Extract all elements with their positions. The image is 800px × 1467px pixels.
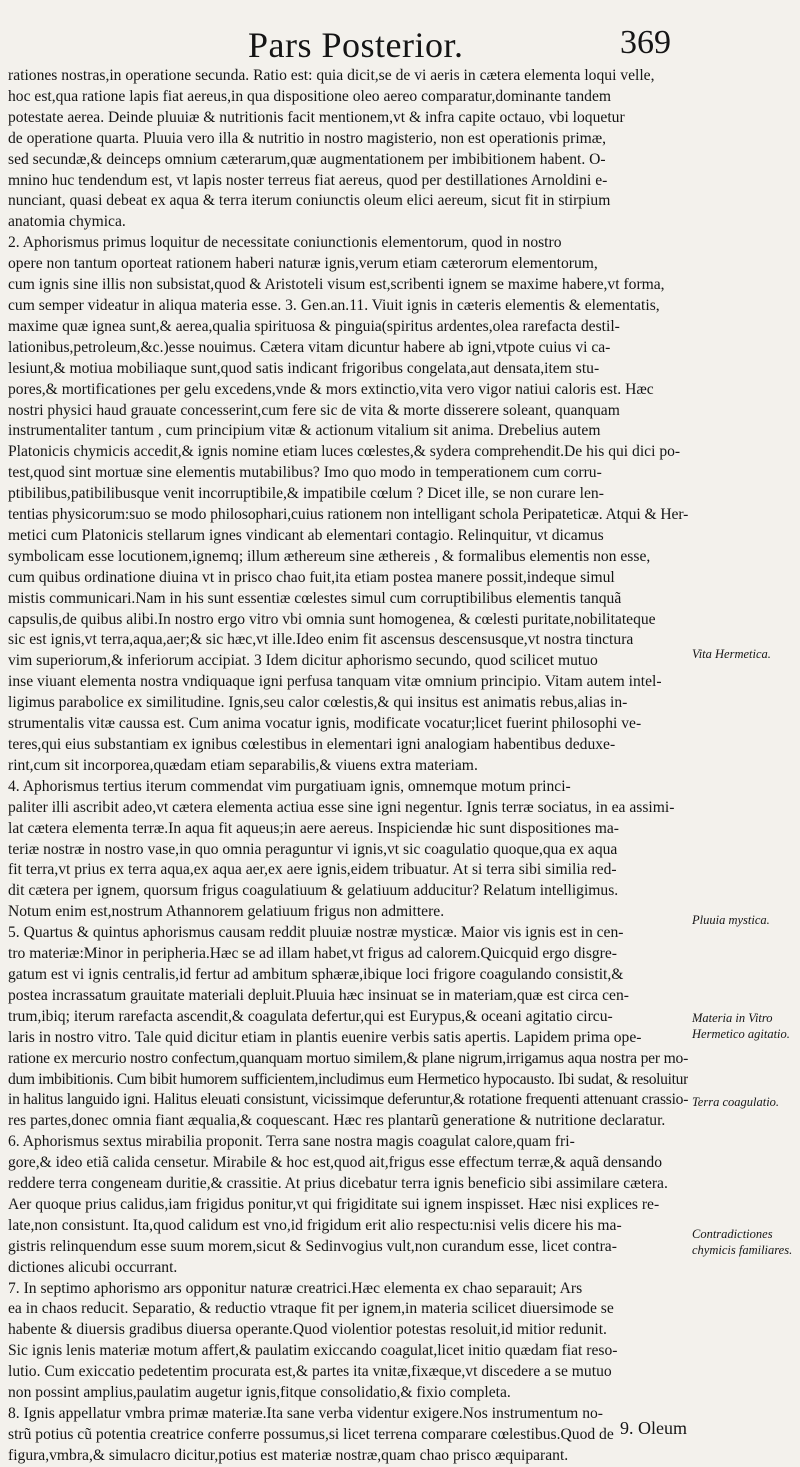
text-line: tentias physicorum:suo se modo philosophari,cuius rationem non intelligant schola Peripateticæ. Atqui & Her-	[8, 506, 688, 524]
text-line: teres,qui eius substantiam ex ignibus cœlestibus in elementari igni analogiam habentibus deduxe-	[8, 736, 616, 753]
text-line: ratione ex mercurio nostro confectum,quanquam mortuo similem,& plane nigrum,irrigamus aqua nostra per mo-	[8, 1049, 688, 1067]
text-line: lesiunt,& motiua mobiliaque sunt,quod satis indicant frigoribus congelata,aut densata,item stu-	[8, 359, 600, 377]
text-line: cum quibus ordinatione diuina vt in prisco chao fuit,ita etiam postea manere possit,indeque simul	[8, 568, 615, 586]
text-line: metici cum Platonicis stellarum ignes vindicant ab elementari contagio. Relinquitur, vt dicamus	[8, 526, 604, 544]
text-line: reddere terra congeneam duritie,& crassitie. At prius dicebatur terra ignis beneficio sibi assimilare cætera.	[8, 1175, 668, 1193]
text-line: rationes nostras,in operatione secunda. Ratio est: quia dicit,se de vi aeris in cætera elementa loqui velle,	[8, 67, 655, 84]
text-line: dum imbibitionis. Cum bibit humorem sufficientem,includimus eum Hermetico hypocausto. Ibi sudat, & resoluitur	[8, 1070, 688, 1088]
text-line: figura,vmbra,& simulacro dicitur,potius est materiæ nostræ,quam chao prisco æquiparant.	[8, 1446, 569, 1464]
text-line: de operatione quarta. Pluuia vero illa & nutritio in nostro magisterio, non est operationis primæ,	[8, 129, 607, 147]
text-line: ligimus parabolice ex similitudine. Ignis,seu calor cœlestis,& qui insitus est animatis rebus,alias in-	[8, 694, 628, 712]
text-line: habente & diuersis gradibus diuersa operante.Quod violentior potestas resoluit,id mitior redunit.	[8, 1321, 607, 1339]
text-line: lationibus,petroleum,&c.)esse nouimus. Cætera vitam dicuntur habere ab igni,vtpote cuius vi ca-	[8, 338, 611, 356]
text-line: potestate aerea. Deinde pluuiæ & nutritionis facit mentionem,vt & infra capite octauo, vbi loquetur	[8, 108, 625, 126]
page-header	[0, 10, 800, 70]
text-line: res partes,donec omnia fiant æqualia,& coquescant. Hæc res plantarũ generatione & nutritione declaratur.	[8, 1112, 666, 1130]
text-line: sic est ignis,vt terra,aqua,aer;& sic hæc,vt ille.Ideo enim fit ascensus descensusque,vt nostra tinctura	[8, 631, 634, 649]
text-line: symbolicam esse locutionem,ignemq; illum æthereum sine æthereis , & formalibus elementis non esse,	[8, 547, 651, 565]
text-line: opere non tantum oporteat rationem haberi naturæ ignis,verum etiam cæterorum elementorum,	[8, 255, 598, 273]
text-line: cum semper videatur in aliqua materia esse. 3. Gen.an.11. Viuit ignis in cæteris elementis & elementatis,	[8, 296, 660, 314]
text-line: Sic ignis lenis materiæ motum affert,& paulatim exiccando coagulat,licet initio quædam fiat reso-	[8, 1342, 618, 1360]
text-line: late,non consistunt. Ita,quod calidum est vno,id frigidum erit alio respectu:nisi velis dicere his ma-	[8, 1216, 622, 1234]
catchword: 9. Oleum	[620, 1418, 687, 1438]
text-line: lutio. Cum exiccatio pedetentim procurata est,& partes ita vnitæ,fixæque,vt discedere a se mutuo	[8, 1363, 612, 1381]
text-line: capsulis,de quibus alibi.In nostro ergo vitro vbi omnia sunt homogenea, & cœlesti puritate,nobilitateque	[8, 610, 656, 628]
text-line: vim superiorum,& inferiorum accipiat. 3 Idem dicitur aphorismo secundo, quod scilicet mutuo	[8, 652, 598, 670]
margin-notes	[692, 0, 796, 1462]
margin-note-vita-hermetica: Vita Hermetica.	[692, 647, 771, 661]
text-line: trum,ibiq; iterum rarefacta ascendit,& coagulata defertur,qui est Eurypus,& oceani agitatio circu-	[8, 1007, 613, 1025]
text-line: 6. Aphorismus sextus mirabilia proponit. Terra sane nostra magis coagulat calore,quam fri-	[8, 1133, 575, 1151]
margin-note-materia-agitatio: Materia in Vitro Hermetico agitatio.	[692, 1011, 790, 1041]
text-line: cum ignis sine illis non subsistat,quod & Aristoteli visum est,scribenti ignem se maxime habere,vt forma,	[8, 276, 665, 294]
text-line: 4. Aphorismus tertius iterum commendat vim purgatiuam ignis, omnemque motum princi-	[8, 777, 571, 795]
text-line: paliter illi ascribit adeo,vt cætera elementa actiua esse sine igni negentur. Ignis terræ sociatus, in ea assimi-	[8, 798, 675, 816]
text-line: hoc est,qua ratione lapis fiat aereus,in qua dispositione oleo aereo comparatur,dominante tandem	[8, 87, 611, 105]
margin-note-contradictiones: Contradictiones chymicis familiares.	[692, 1227, 793, 1257]
margin-note-pluuia-mystica: Pluuia mystica.	[692, 913, 770, 927]
text-line: pores,& mortificationes per gelu excedens,vnde & mors extinctio,vita vero vigor natiui caloris est. Hæc	[8, 380, 654, 398]
text-line: ptibilibus,patibilibusque venit incorruptibile,& impatibile cœlum ? Dicet ille, se non curare len-	[8, 485, 604, 503]
text-line: Notum enim est,nostrum Athannorem gelatiuum frigus non admittere.	[8, 903, 445, 921]
running-title: Pars Posterior.	[248, 25, 464, 65]
text-line: gistris relinquendum esse suum morem,sicut & Sedinvogius vult,non curandum esse, licet contra-	[8, 1237, 617, 1255]
text-line: strumentalis vitæ caussa est. Cum anima vocatur ignis, modificate vocatur;licet fuerint philosophi ve-	[8, 715, 642, 733]
text-line: non possint amplius,paulatim augetur ignis,fitque consolidatio,& fixio completa.	[8, 1384, 511, 1402]
text-line: 8. Ignis appellatur vmbra primæ materiæ.Ita sane verba videntur exigere.Nos instrumentum no-	[8, 1405, 603, 1422]
text-line: ea in chaos reducit. Separatio, & reductio vtraque fit per ignem,in materia scilicet diuersimode se	[8, 1300, 614, 1318]
text-line: Aer quoque prius calidus,iam frigidus ponitur,vt qui frigiditate sui ignem inspisset. Hæc nisi explices re-	[8, 1195, 660, 1213]
text-line: dit cætera per ignem, quorsum frigus coagulatiuum & gelatiuum adducitur? Relatum intelligimus.	[8, 882, 619, 900]
text-line: inse viuant elementa nostra vndiquaque igni perfusa tanquam vitæ omnium principio. Vitam autem intel-	[8, 673, 662, 691]
text-line: mnino huc tendendum est, vt lapis noster terreus fiat aereus, quod per destillationes Arnoldini e-	[8, 171, 608, 189]
text-line: strũ potius cũ potentia creatrice conferre possumus,si licet terrena comparare cœlestibus.Quod de	[8, 1425, 614, 1443]
text-line: rint,cum sit incorporea,quædam etiam separabilis,& viuens extra materiam.	[8, 756, 478, 774]
text-line: gore,& ideo etiã calida censetur. Mirabile & hoc est,quod ait,frigus esse effectum terræ,& aquã densando	[8, 1154, 663, 1172]
text-line: mistis communicari.Nam in his sunt essentiæ cœlestes simul cum corruptibilibus elementis tanquã	[8, 589, 622, 607]
text-line: nunciant, quasi debeat ex aqua & terra iterum coniunctis oleum elici aereum, sicut fit in stirpium	[8, 192, 611, 210]
text-line: teriæ nostræ in nostro vase,in quo omnia peraguntur vi ignis,vt sic coagulatio quoque,qua ex aqua	[8, 840, 618, 858]
text-line: test,quod sint mortuæ sine elementis mutabilibus? Imo quo modo in temperationem cum corru-	[8, 464, 602, 482]
text-line: sed secundæ,& deinceps omnium cæterarum,quæ augmentationem per imbibitionem habent. O-	[8, 150, 606, 168]
text-line: gatum est vi ignis centralis,id fertur ad ambitum sphæræ,ibique loci frigore coagulando consistit,&	[8, 965, 624, 983]
text-line: lat cætera elementa terræ.In aqua fit aqueus;in aere aereus. Inspiciendæ hic sunt dispositiones ma-	[8, 819, 619, 837]
text-line: tro materiæ:Minor in peripheria.Hæc se ad illam habet,vt frigus ad calorem.Quicquid ergo disgre-	[8, 945, 617, 963]
text-line: in halitus languido igni. Halitus eleuati consistunt, vicissimque deferuntur,& rotatione frequenti attenuant crassio-	[8, 1091, 688, 1109]
margin-note-terra-coagulatio: Terra coagulatio.	[692, 1095, 780, 1109]
text-line: fit terra,vt prius ex terra aqua,ex aqua aer,ex aere ignis,eidem tribuatur. At si terra sibi similia red-	[8, 861, 617, 879]
text-line: nostri physici haud grauate concesserint,cum fere sic de vita & morte disserere soleant, quanquam	[8, 401, 620, 419]
text-line: dictiones alicubi occurrant.	[8, 1258, 178, 1276]
text-line: Platonicis chymicis accedit,& ignis nomine etiam luces cœlestes,& sydera comprehendit.De his qui dici po-	[8, 443, 681, 461]
text-line: instrumentaliter tantum , cum principium vitæ & actionum vitalium sit anima. Drebelius autem	[8, 422, 601, 440]
text-line: 2. Aphorismus primus loquitur de necessitate coniunctionis elementorum, quod in nostro	[8, 234, 562, 252]
text-line: postea incrassatum grauitate materiali depluit.Pluuia hæc insinuat se in materiam,quæ est circa cen-	[8, 986, 629, 1004]
body-text	[8, 66, 688, 1467]
text-line: laris in nostro vitro. Tale quid dicitur etiam in plantis euenire verbis satis apertis. Lapidem prima ope-	[8, 1028, 642, 1046]
text-line: 5. Quartus & quintus aphorismus causam reddit pluuiæ nostræ mysticæ. Maior vis ignis est in cen-	[8, 924, 624, 942]
text-line: maxime quæ ignea sunt,& aerea,qualia spirituosa & pinguia(spiritus ardentes,olea rarefacta destil-	[8, 317, 620, 335]
text-line: 7. In septimo aphorismo ars opponitur naturæ creatrici.Hæc elementa ex chao separauit; Ars	[8, 1279, 583, 1297]
text-line: anatomia chymica.	[8, 213, 126, 231]
page-number: 369	[620, 24, 671, 61]
